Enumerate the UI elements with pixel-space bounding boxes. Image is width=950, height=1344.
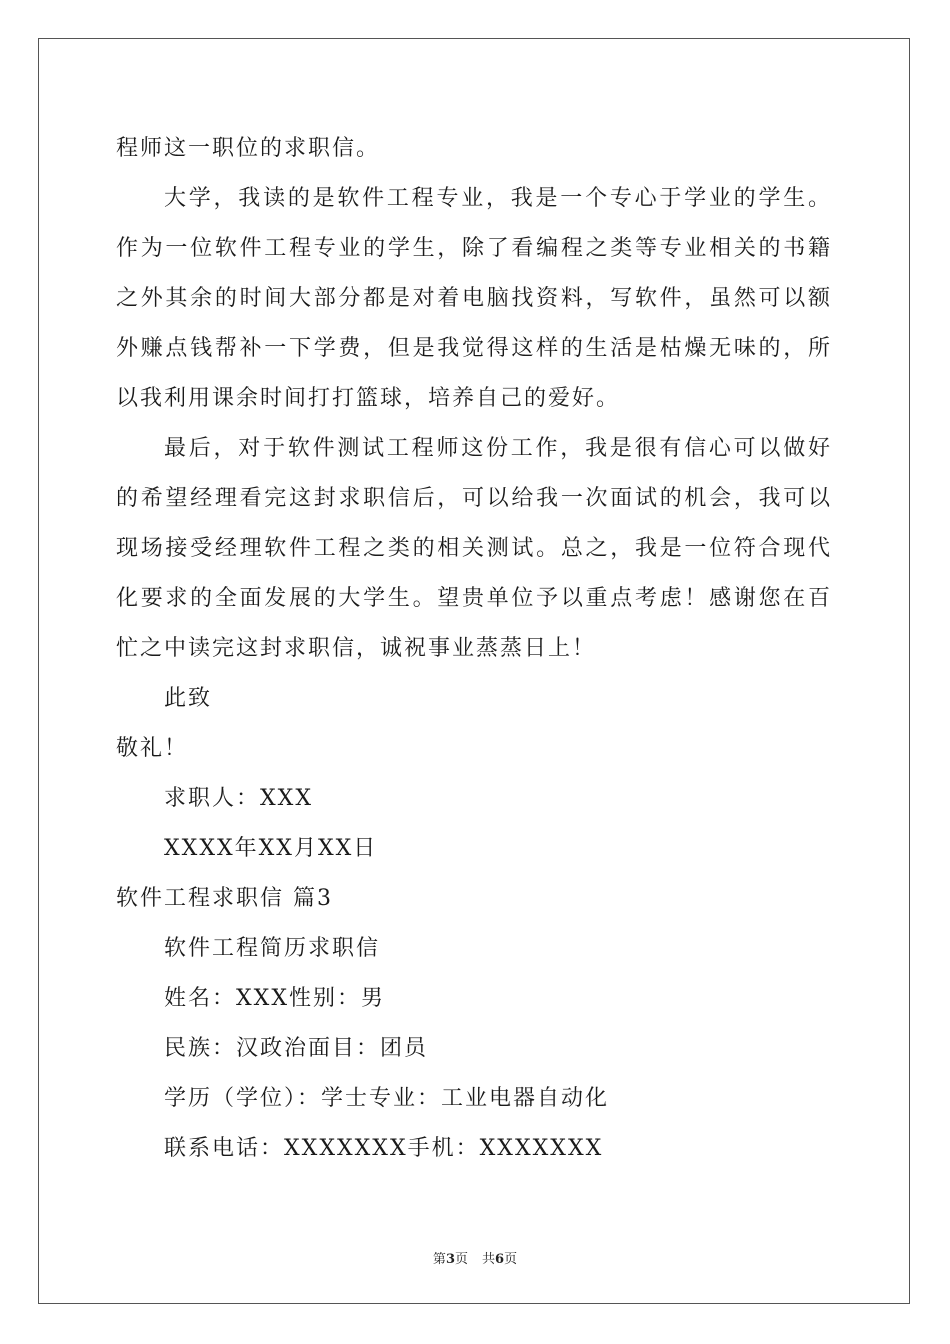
section-heading: 软件工程求职信 篇3: [116, 886, 333, 911]
letter-date: XXXX年XX月XX日: [164, 836, 378, 861]
resume-contact: 联系电话：XXXXXXX手机：XXXXXXX: [164, 1136, 604, 1161]
paragraph-education: 大学，我读的是软件工程专业，我是一个专心于学业的学生。作为一位软件工程专业的学生，除了看编程之类等专业相关的书籍之外其余的时间大部分都是对着电脑找资料，写软件，虽然可以额外赚点钱帮补一下学费，但是我觉得这样的生活是枯燥无味的，所以我利用课余时间打打篮球，培养自己的爱好。: [116, 186, 832, 411]
resume-ethnicity-politics: 民族：汉政治面目：团员: [164, 1036, 429, 1061]
total-prefix: 共: [482, 1252, 496, 1267]
page-suffix: 页: [454, 1252, 468, 1267]
applicant-name: 求职人：XXX: [164, 786, 313, 811]
salutation-jingli: 敬礼！: [116, 736, 189, 761]
page-number: 3: [445, 1252, 455, 1267]
total-pages: 6: [495, 1252, 505, 1267]
page-footer: [0, 1248, 950, 1267]
resume-title: 软件工程简历求职信: [164, 936, 381, 961]
document-body: [116, 124, 832, 1174]
resume-degree-major: 学历（学位）：学士专业：工业电器自动化: [164, 1086, 610, 1111]
resume-name-gender: 姓名：XXX性别：男: [164, 986, 385, 1011]
paragraph-continuation: 程师这一职位的求职信。: [116, 136, 381, 161]
salutation-cizhi: 此致: [164, 686, 213, 711]
page-prefix: 第: [432, 1252, 446, 1267]
total-suffix: 页: [504, 1252, 518, 1267]
paragraph-closing: 最后，对于软件测试工程师这份工作，我是很有信心可以做好的希望经理看完这封求职信后，可以给我一次面试的机会，我可以现场接受经理软件工程之类的相关测试。总之，我是一位符合现代化要求的全面发展的大学生。望贵单位予以重点考虑！感谢您在百忙之中读完这封求职信，诚祝事业蒸蒸日上！: [116, 436, 832, 661]
